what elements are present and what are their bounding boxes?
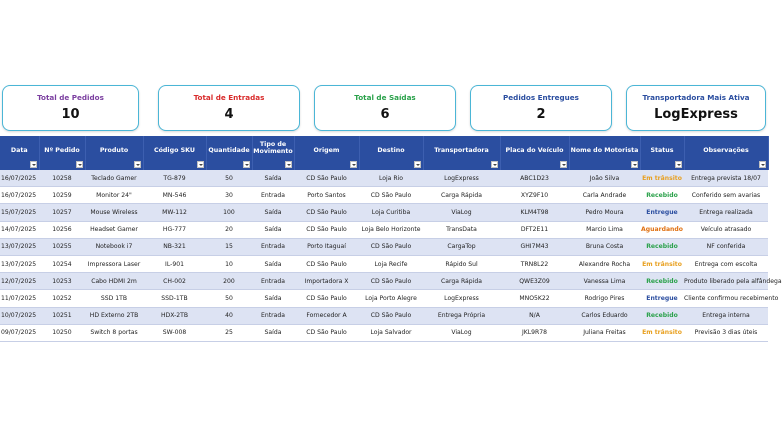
table-cell: 10251 — [39, 307, 85, 324]
table-cell: Loja Curitiba — [359, 204, 423, 221]
table-cell: 14/07/2025 — [0, 221, 39, 238]
table-cell: Juliana Freitas — [569, 324, 640, 341]
table-cell: Saída — [252, 290, 294, 307]
table-cell: Bruna Costa — [569, 238, 640, 255]
table-row[interactable] — [0, 255, 768, 272]
filter-dropdown-icon[interactable] — [134, 161, 141, 168]
table-cell: Porto Itaguaí — [294, 238, 359, 255]
table-cell: Rápido Sul — [423, 255, 500, 272]
column-header — [684, 136, 768, 170]
table-cell: Cabo HDMI 2m — [85, 273, 143, 290]
table-cell: Loja Porto Alegre — [359, 290, 423, 307]
table-row[interactable] — [0, 273, 768, 290]
table-cell: CD São Paulo — [359, 273, 423, 290]
table-cell: Mouse Wireless — [85, 204, 143, 221]
table-cell: Loja Belo Horizonte — [359, 221, 423, 238]
status-cell: Recebido — [640, 187, 684, 204]
table-cell: Headset Gamer — [85, 221, 143, 238]
table-cell: Saída — [252, 324, 294, 341]
table-cell: 10253 — [39, 273, 85, 290]
kpi-total-saidas — [314, 85, 456, 131]
table-cell: Produto liberado pela alfândega — [684, 273, 768, 290]
table-cell: 09/07/2025 — [0, 324, 39, 341]
kpi-value: 10 — [61, 107, 80, 122]
filter-dropdown-icon[interactable] — [675, 161, 682, 168]
filter-dropdown-icon[interactable] — [285, 161, 292, 168]
kpi-title: Total de Entradas — [193, 93, 265, 102]
column-header-label: Código SKU — [153, 147, 196, 154]
table-cell: Saída — [252, 221, 294, 238]
status-cell: Entregue — [640, 290, 684, 307]
table-cell: Saída — [252, 255, 294, 272]
kpi-cards — [0, 85, 768, 133]
kpi-transportadora-mais-ativa — [626, 85, 766, 131]
table-cell: Entrada — [252, 273, 294, 290]
table-row[interactable] — [0, 221, 768, 238]
status-cell: Recebido — [640, 273, 684, 290]
table-cell: SW-008 — [143, 324, 206, 341]
orders-table — [0, 136, 782, 342]
table-cell: 50 — [206, 290, 252, 307]
table-cell: NB-321 — [143, 238, 206, 255]
table-cell: 10259 — [39, 187, 85, 204]
column-header-label: Nome do Motorista — [570, 147, 639, 154]
table-cell: 11/07/2025 — [0, 290, 39, 307]
table-cell: 10256 — [39, 221, 85, 238]
table-cell: Impressora Laser — [85, 255, 143, 272]
table-cell: 10252 — [39, 290, 85, 307]
status-cell: Em trânsito — [640, 170, 684, 187]
table-cell: Monitor 24" — [85, 187, 143, 204]
table-cell: TransData — [423, 221, 500, 238]
kpi-title: Transportadora Mais Ativa — [642, 93, 750, 102]
filter-dropdown-icon[interactable] — [197, 161, 204, 168]
table-body — [0, 170, 782, 341]
kpi-pedidos-entregues — [470, 85, 612, 131]
table-cell: Entrega prevista 18/07 — [684, 170, 768, 187]
table-cell: LogExpress — [423, 170, 500, 187]
table-cell: NF conferida — [684, 238, 768, 255]
table-cell: 16/07/2025 — [0, 170, 39, 187]
table-cell: CD São Paulo — [359, 238, 423, 255]
table-cell: 16/07/2025 — [0, 187, 39, 204]
filter-dropdown-icon[interactable] — [491, 161, 498, 168]
table-cell: HG-777 — [143, 221, 206, 238]
status-cell: Recebido — [640, 238, 684, 255]
table-cell: Entrega realizada — [684, 204, 768, 221]
table-cell: ABC1D23 — [500, 170, 569, 187]
column-header-label: Quantidade — [208, 147, 250, 154]
status-cell: Recebido — [640, 307, 684, 324]
table-cell: João Silva — [569, 170, 640, 187]
table-cell: N/A — [500, 307, 569, 324]
kpi-total-entradas — [158, 85, 300, 131]
table-cell: Entrega interna — [684, 307, 768, 324]
status-cell: Em trânsito — [640, 324, 684, 341]
column-header — [640, 136, 684, 170]
table-cell: Saída — [252, 204, 294, 221]
column-header-label: Status — [650, 147, 674, 154]
table-row[interactable] — [0, 290, 768, 307]
table-row[interactable] — [0, 238, 768, 255]
kpi-value: 2 — [536, 107, 546, 122]
table-cell: Vanessa Lima — [569, 273, 640, 290]
column-header-label: Transportadora — [434, 147, 489, 154]
table-cell: CargaTop — [423, 238, 500, 255]
table-cell: 12/07/2025 — [0, 273, 39, 290]
table-row[interactable] — [0, 324, 768, 341]
table-cell: TG-879 — [143, 170, 206, 187]
table-cell: Previsão 3 dias úteis — [684, 324, 768, 341]
table-cell: 10 — [206, 255, 252, 272]
column-header — [294, 136, 359, 170]
table-cell: 200 — [206, 273, 252, 290]
table-cell: 10/07/2025 — [0, 307, 39, 324]
table-row[interactable] — [0, 170, 768, 187]
table-cell: Cliente confirmou recebimento — [684, 290, 768, 307]
table-cell: Fornecedor A — [294, 307, 359, 324]
filter-dropdown-icon[interactable] — [631, 161, 638, 168]
column-header-label: Nº Pedido — [44, 147, 80, 154]
table-cell: KLM4T98 — [500, 204, 569, 221]
table-cell: Entrega Própria — [423, 307, 500, 324]
table-cell: MW-112 — [143, 204, 206, 221]
status-cell: Em trânsito — [640, 255, 684, 272]
table-cell: CD São Paulo — [294, 290, 359, 307]
column-header — [423, 136, 500, 170]
table-cell: TRN8L22 — [500, 255, 569, 272]
kpi-value: 6 — [380, 107, 390, 122]
table-cell: Importadora X — [294, 273, 359, 290]
column-header — [143, 136, 206, 170]
kpi-total-pedidos — [2, 85, 139, 131]
filter-dropdown-icon[interactable] — [76, 161, 83, 168]
table-cell: HDX-2TB — [143, 307, 206, 324]
table-cell: QWE3Z09 — [500, 273, 569, 290]
table-cell: Entrega com escolta — [684, 255, 768, 272]
table-cell: 100 — [206, 204, 252, 221]
table-cell: Conferido sem avarias — [684, 187, 768, 204]
table-cell: 20 — [206, 221, 252, 238]
table-cell: ViaLog — [423, 204, 500, 221]
table-cell: 10258 — [39, 170, 85, 187]
filter-dropdown-icon[interactable] — [350, 161, 357, 168]
table-cell: CD São Paulo — [294, 255, 359, 272]
column-header-label: Tipo de Movimento — [253, 141, 293, 155]
table-cell: IL-901 — [143, 255, 206, 272]
column-header — [569, 136, 640, 170]
table-cell: Loja Salvador — [359, 324, 423, 341]
filter-dropdown-icon[interactable] — [414, 161, 421, 168]
table-cell: GHI7M43 — [500, 238, 569, 255]
column-header — [85, 136, 143, 170]
table-cell: 40 — [206, 307, 252, 324]
column-header — [206, 136, 252, 170]
table-cell: Rodrigo Pires — [569, 290, 640, 307]
table-cell: Alexandre Rocha — [569, 255, 640, 272]
table-cell: 13/07/2025 — [0, 238, 39, 255]
table-cell: 25 — [206, 324, 252, 341]
column-header-label: Observações — [703, 147, 749, 154]
table-cell: Teclado Gamer — [85, 170, 143, 187]
filter-dropdown-icon[interactable] — [560, 161, 567, 168]
table-cell: 50 — [206, 170, 252, 187]
table-cell: CD São Paulo — [294, 221, 359, 238]
table-cell: CD São Paulo — [359, 307, 423, 324]
column-header-label: Destino — [377, 147, 405, 154]
table-cell: 10254 — [39, 255, 85, 272]
table-cell: HD Externo 2TB — [85, 307, 143, 324]
table-cell: Pedro Moura — [569, 204, 640, 221]
table-cell: Veículo atrasado — [684, 221, 768, 238]
table-cell: Carga Rápida — [423, 187, 500, 204]
table-cell: Switch 8 portas — [85, 324, 143, 341]
table-cell: 10255 — [39, 238, 85, 255]
table-cell: CD São Paulo — [294, 324, 359, 341]
table-cell: CD São Paulo — [294, 204, 359, 221]
table-row[interactable] — [0, 204, 768, 221]
table-cell: SSD-1TB — [143, 290, 206, 307]
table-cell: MN-546 — [143, 187, 206, 204]
table-row[interactable] — [0, 187, 768, 204]
table-cell: Entrada — [252, 307, 294, 324]
column-header-label: Origem — [313, 147, 340, 154]
table-cell: 10250 — [39, 324, 85, 341]
table-cell: CH-002 — [143, 273, 206, 290]
column-header — [500, 136, 569, 170]
column-header-label: Data — [10, 147, 28, 154]
table-cell: Loja Recife — [359, 255, 423, 272]
kpi-title: Total de Saídas — [354, 93, 416, 102]
table-row[interactable] — [0, 307, 768, 324]
table-cell: 15/07/2025 — [0, 204, 39, 221]
column-header — [39, 136, 85, 170]
column-header — [252, 136, 294, 170]
table-cell: Marcio Lima — [569, 221, 640, 238]
table-cell: Saída — [252, 170, 294, 187]
table-cell: Loja Rio — [359, 170, 423, 187]
table-cell: 10257 — [39, 204, 85, 221]
table-cell: ViaLog — [423, 324, 500, 341]
table-cell: Porto Santos — [294, 187, 359, 204]
status-cell: Aguardando — [640, 221, 684, 238]
table-cell: Notebook i7 — [85, 238, 143, 255]
table-cell: 13/07/2025 — [0, 255, 39, 272]
table-cell: Entrada — [252, 187, 294, 204]
status-cell: Entregue — [640, 204, 684, 221]
kpi-value: LogExpress — [654, 107, 738, 122]
table-cell: CD São Paulo — [294, 170, 359, 187]
table-cell: Carlos Eduardo — [569, 307, 640, 324]
orders-table-container — [0, 136, 782, 342]
table-cell: MNO5K22 — [500, 290, 569, 307]
filter-dropdown-icon[interactable] — [30, 161, 37, 168]
table-cell: 30 — [206, 187, 252, 204]
kpi-value: 4 — [224, 107, 234, 122]
table-cell: DFT2E11 — [500, 221, 569, 238]
filter-dropdown-icon[interactable] — [243, 161, 250, 168]
column-header-label: Produto — [99, 147, 129, 154]
kpi-title: Total de Pedidos — [37, 93, 104, 102]
column-header — [0, 136, 39, 170]
table-cell: Entrada — [252, 238, 294, 255]
column-header — [359, 136, 423, 170]
table-cell: SSD 1TB — [85, 290, 143, 307]
table-cell: JKL9R78 — [500, 324, 569, 341]
table-cell: XYZ9F10 — [500, 187, 569, 204]
table-header-row — [0, 136, 768, 170]
table-cell: 15 — [206, 238, 252, 255]
column-header-label: Placa do Veículo — [505, 147, 564, 154]
kpi-title: Pedidos Entregues — [503, 93, 579, 102]
table-cell: Carla Andrade — [569, 187, 640, 204]
filter-dropdown-icon[interactable] — [759, 161, 766, 168]
table-cell: CD São Paulo — [359, 187, 423, 204]
table-cell: LogExpress — [423, 290, 500, 307]
table-cell: Carga Rápida — [423, 273, 500, 290]
